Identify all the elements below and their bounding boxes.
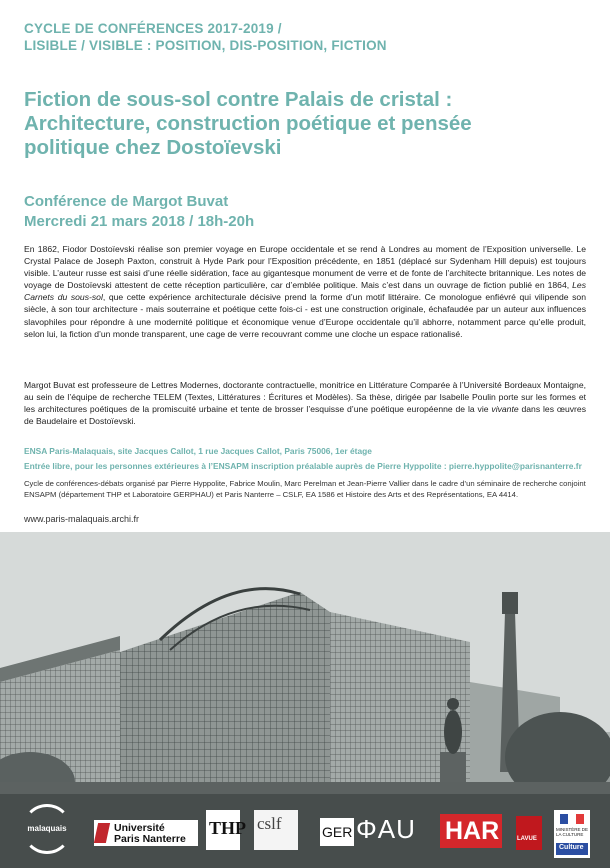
malaquais-label: malaquais: [27, 824, 67, 833]
phiau-label: ΦAU: [356, 814, 416, 844]
french-flag-icon: [560, 814, 584, 824]
title-line-3: politique chez Dostoïevski: [24, 136, 282, 159]
registration-info[interactable]: Entrée libre, pour les personnes extérieures à l’ENSAPM inscription préalable auprès de Pierre Hyppolite : pierre.hyppolite@parisnanterre.fr: [24, 460, 582, 471]
thp-label: THP: [209, 818, 247, 838]
venue-address: ENSA Paris-Malaquais, site Jacques Callot, 1 rue Jacques Callot, Paris 75006, 1er étage: [24, 446, 372, 456]
website-link[interactable]: www.paris-malaquais.archi.fr: [24, 514, 140, 524]
univ-line-1: Université: [114, 822, 165, 834]
lavue-label: LAVUE: [517, 836, 537, 842]
credits-text: Cycle de conférences-débats organisé par Pierre Hyppolite, Fabrice Moulin, Marc Perelman et Jean-Pierre Vallier dans le cadre d’un séminaire de recherche conjoint ENSAPM (département THP et Laboratoire GERPHAU) et Paris Nanterre – CSLF, EA 1586 et Histoire des Arts et des Représentations, EA 4414.: [24, 479, 586, 499]
lecture-title: [24, 88, 584, 160]
ger-label: GER: [322, 824, 353, 840]
venue-info: [24, 444, 586, 473]
cslf-label: cslf: [257, 814, 282, 833]
event-info: [24, 192, 584, 232]
p2-text-b: dans les œuvres de Baudelaire et Dostoïevski.: [24, 404, 586, 427]
phiau-logo[interactable]: [356, 814, 426, 848]
ger-logo[interactable]: [320, 818, 354, 846]
title-line-2: Architecture, construction poétique et pensée: [24, 112, 472, 135]
har-label: HAR: [445, 817, 500, 845]
lavue-logo[interactable]: [516, 816, 542, 850]
p2-text-a: Margot Buvat est professeure de Lettres Modernes, doctorante contractuelle, monitrice en Littérature Comparée à l’Université Bordeaux Montaigne, au sein de l’équipe de recherche TELEM (Textes, Littératures : Écritures et Modèles). Sa thèse, dirigée par Isabelle Poulin porte sur les formes et les architectures poétiques de la promiscuité urbaine et tente de brosser l’esquisse d’une poétique européenne de la vie: [24, 380, 586, 415]
univ-line-2: Paris Nanterre: [114, 833, 186, 845]
har-logo[interactable]: [440, 814, 502, 848]
culture-badge: [556, 843, 588, 855]
speaker-bio-paragraph: [24, 379, 586, 427]
ministere-text: MINISTÈRE DE LA CULTURE: [556, 827, 589, 837]
event-datetime: Mercredi 21 mars 2018 / 18h-20h: [24, 213, 255, 230]
p2-italic: vivante: [491, 404, 519, 415]
series-line-2: LISIBLE / VISIBLE : POSITION, DIS-POSITION, FICTION: [24, 38, 387, 53]
series-line-1: CYCLE DE CONFÉRENCES 2017-2019 /: [24, 21, 282, 36]
cslf-logo[interactable]: [254, 810, 298, 850]
culture-label: Culture: [559, 844, 584, 851]
p1-text-b: , que cette expérience architecturale décisive prend la forme d’un motif littéraire. Ce monologue enfiévré qui vilipende son siècle, à son tour architecture - mais souterraine et poétique cette fois-ci - est une construction originale, échafaudée par un auteur aux influences slavophiles pour répondre à une modernité politique et économique venue d’Europe occidentale qu’il abhorre, notamment parce qu’elle produit, selon lui, la fiction d’un monde transparent, une cage de verre recouvrant comme une cloche un espace rationalisé.: [24, 292, 586, 339]
speaker-name: Conférence de Margot Buvat: [24, 193, 229, 210]
partner-logos: [0, 796, 610, 868]
ensa-malaquais-logo[interactable]: [22, 804, 72, 854]
description-paragraph: [24, 243, 586, 340]
nanterre-mark-icon: [94, 823, 110, 843]
title-line-1: Fiction de sous-sol contre Palais de cristal :: [24, 88, 453, 111]
p1-text-a: En 1862, Fiodor Dostoïevski réalise son premier voyage en Europe occidentale et se rend à Londres au moment de l’Exposition universelle. Le Crystal Palace de Joseph Paxton, construit à Hyde Park pour l’Exposition précédente, en 1851 (déplacé sur Sydenham Hill depuis) est toujours visible. L’auteur russe est saisi d’une réelle sidération, face au gigantesque monument de verre et de fonte de l’architecte britannique. Les notes de voyage de Dostoïevski attestent de cette réception particulière, car d’emblée politique. Mais c’est dans un ouvrage de fiction publié en 1864,: [24, 244, 586, 291]
series-title: [24, 20, 584, 54]
universite-paris-nanterre-logo[interactable]: [94, 820, 198, 846]
thp-logo[interactable]: [206, 810, 247, 850]
ministere-culture-logo[interactable]: [554, 810, 590, 858]
book-title: Les Carnets du sous-sol: [24, 280, 586, 303]
